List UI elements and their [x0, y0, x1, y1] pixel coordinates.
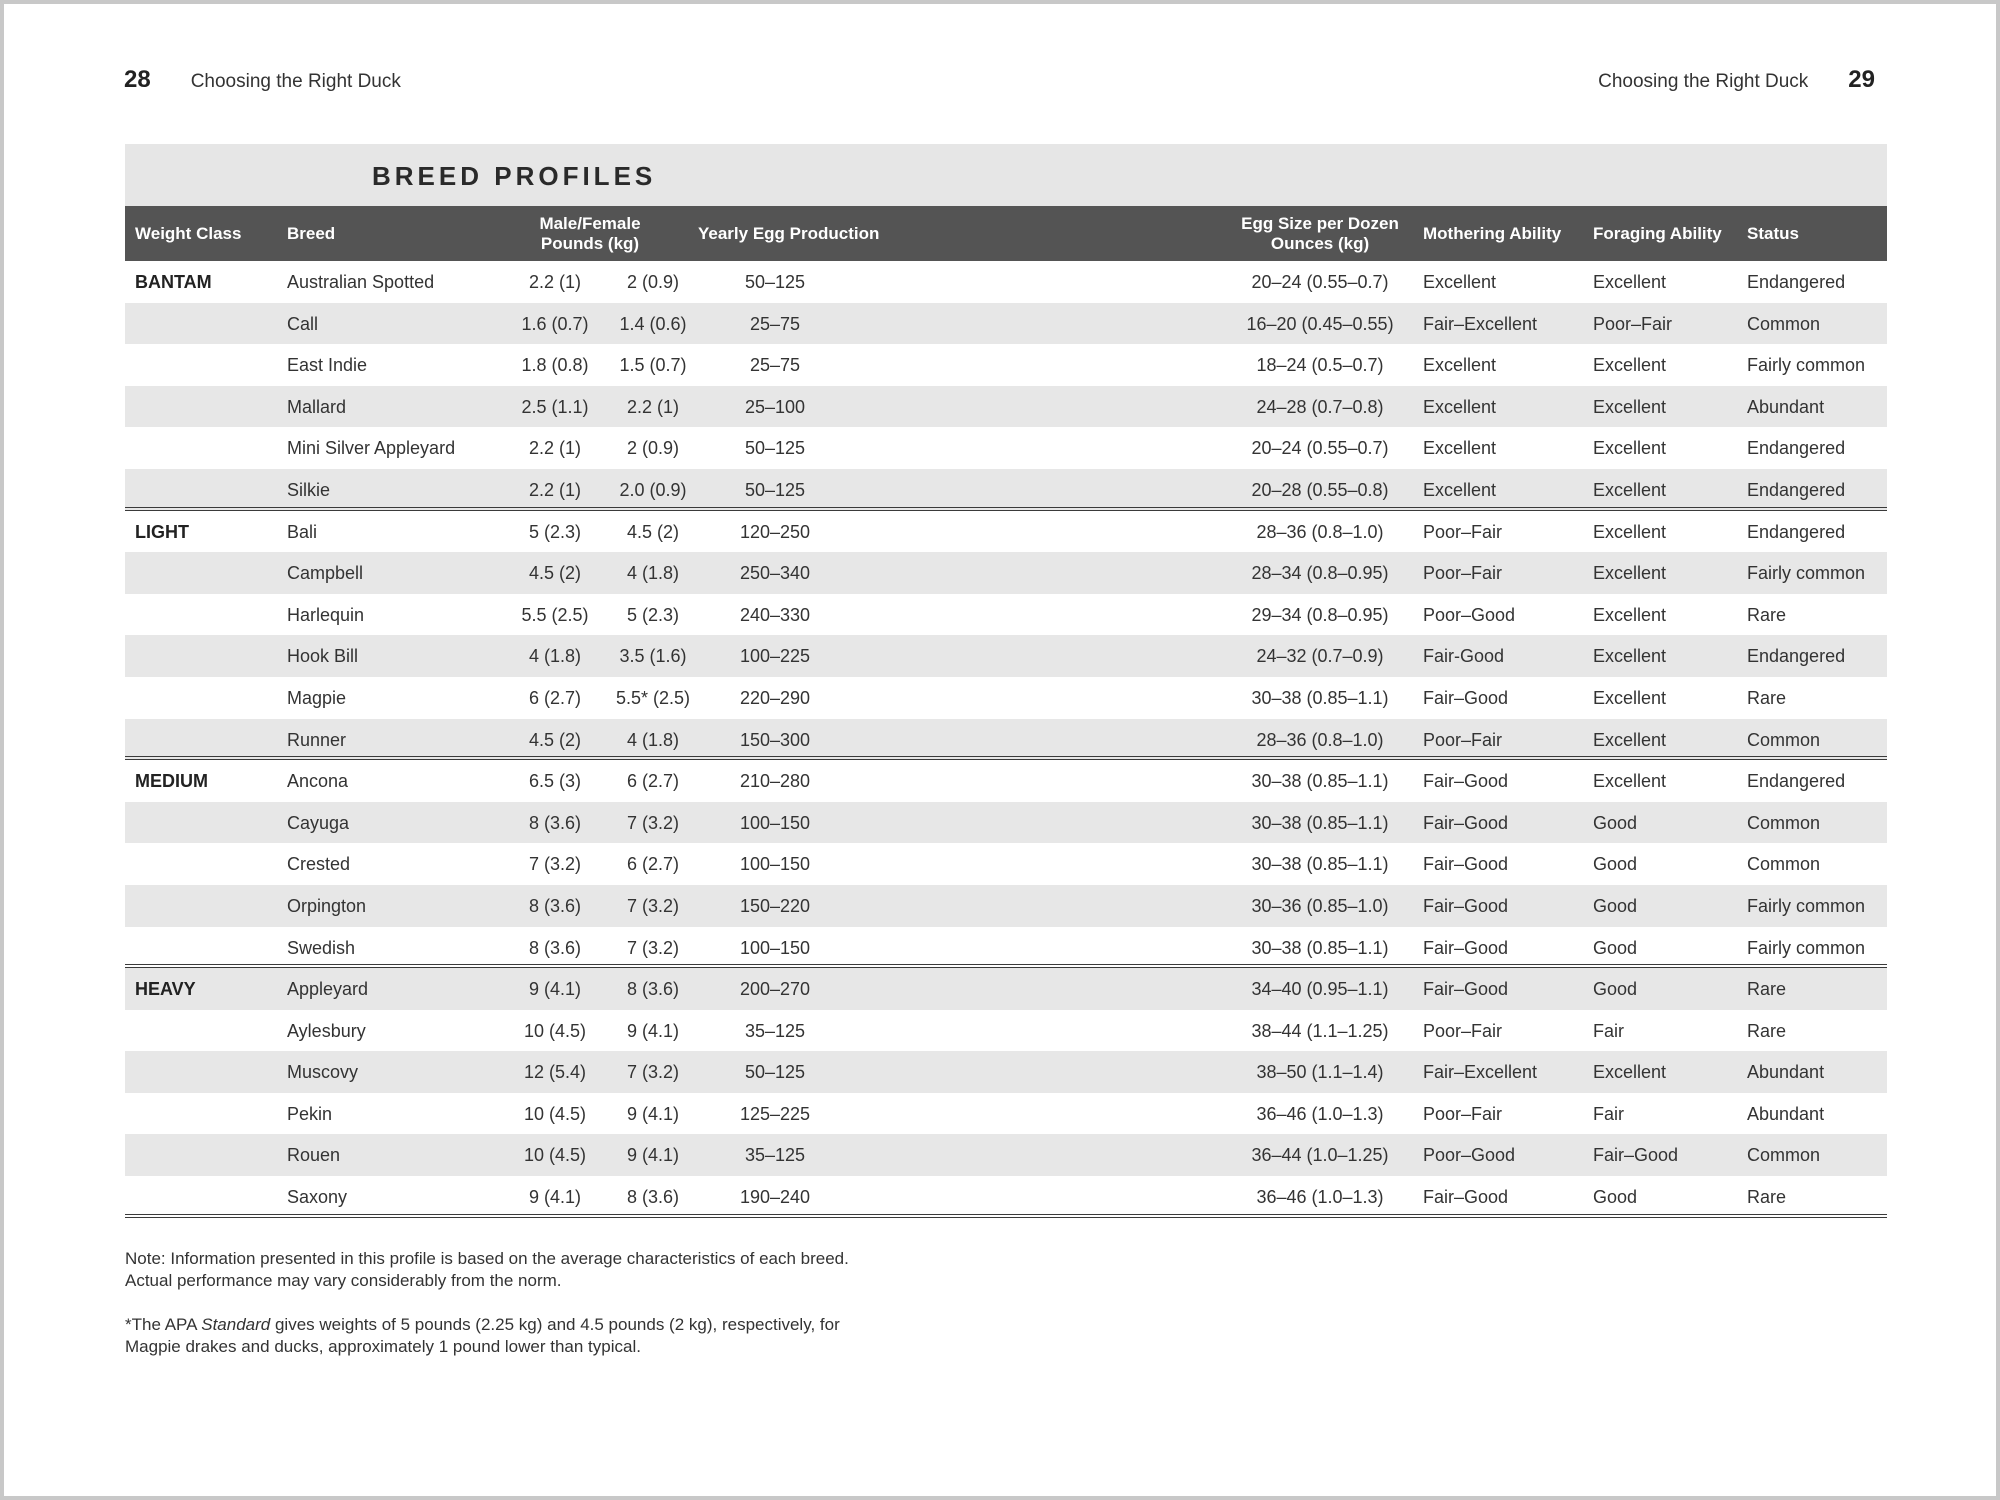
cell-breed: East Indie — [287, 355, 368, 376]
cell-egg-size: 30–38 (0.85–1.1) — [1251, 771, 1389, 792]
cell-mothering: Fair–Excellent — [1423, 1062, 1538, 1083]
cell-male-weight: 4.5 (2) — [528, 563, 582, 584]
table-row — [125, 303, 1887, 345]
cell-yearly-eggs: 210–280 — [739, 771, 811, 792]
cell-foraging: Excellent — [1593, 438, 1667, 459]
cell-breed: Appleyard — [287, 979, 369, 1000]
cell-egg-size: 28–36 (0.8–1.0) — [1256, 729, 1384, 750]
cell-egg-size: 20–24 (0.55–0.7) — [1251, 438, 1389, 459]
header-weight-class: Weight Class — [135, 223, 242, 243]
table-row — [125, 594, 1887, 636]
cell-foraging: Excellent — [1593, 355, 1667, 376]
cell-egg-size: 30–38 (0.85–1.1) — [1251, 687, 1389, 708]
note2-suffix: gives weights of 5 pounds (2.25 kg) and 4.5 pounds (2 kg), respectively, for Magpie drakes and ducks, approximately 1 pound lower than typical. — [125, 1315, 840, 1356]
cell-egg-size: 34–40 (0.95–1.1) — [1251, 979, 1389, 1000]
cell-female-weight: 4.5 (2) — [626, 521, 680, 542]
table-row — [125, 885, 1887, 927]
cell-breed: Hook Bill — [287, 646, 359, 667]
cell-weight-class — [135, 594, 275, 636]
cell-mothering: Poor–Good — [1423, 604, 1516, 625]
cell-foraging: Good — [1593, 812, 1638, 833]
cell-yearly-eggs: 200–270 — [739, 979, 811, 1000]
cell-mothering: Poor–Good — [1423, 1145, 1516, 1166]
cell-yearly-eggs: 190–240 — [739, 1187, 811, 1208]
cell-status: Fairly common — [1747, 937, 1866, 958]
cell-female-weight: 6 (2.7) — [626, 854, 680, 875]
cell-weight-class — [135, 677, 275, 719]
cell-mothering: Fair-Good — [1423, 646, 1505, 667]
cell-female-weight: 7 (3.2) — [626, 895, 680, 916]
cell-yearly-eggs: 35–125 — [744, 1020, 806, 1041]
cell-female-weight: 1.4 (0.6) — [619, 313, 687, 334]
table-title: BREED PROFILES — [125, 144, 1887, 206]
cell-foraging: Excellent — [1593, 729, 1667, 750]
cell-status: Abundant — [1747, 396, 1825, 417]
cell-male-weight: 4 (1.8) — [528, 646, 582, 667]
left-running-head — [124, 66, 401, 94]
cell-male-weight: 10 (4.5) — [523, 1020, 587, 1041]
cell-egg-size: 28–36 (0.8–1.0) — [1256, 521, 1384, 542]
header-yearly-egg-production: Yearly Egg Production — [698, 223, 880, 243]
cell-weight-class: LIGHT — [135, 521, 189, 542]
cell-female-weight: 6 (2.7) — [626, 771, 680, 792]
cell-male-weight: 9 (4.1) — [528, 1187, 582, 1208]
cell-foraging: Excellent — [1593, 479, 1667, 500]
cell-female-weight: 7 (3.2) — [626, 937, 680, 958]
cell-breed: Pekin — [287, 1103, 333, 1124]
cell-female-weight: 9 (4.1) — [626, 1020, 680, 1041]
cell-mothering: Poor–Fair — [1423, 1103, 1503, 1124]
table-row — [125, 968, 1887, 1010]
cell-male-weight: 10 (4.5) — [523, 1103, 587, 1124]
header-egg-size-line2: Ounces (kg) — [1270, 233, 1370, 253]
table-row — [125, 635, 1887, 677]
cell-weight-class — [135, 719, 275, 761]
cell-foraging: Fair — [1593, 1020, 1624, 1041]
cell-male-weight: 5.5 (2.5) — [521, 604, 589, 625]
cell-mothering: Excellent — [1423, 479, 1497, 500]
cell-status: Endangered — [1747, 646, 1846, 667]
cell-female-weight: 2.2 (1) — [626, 396, 680, 417]
cell-breed: Magpie — [287, 687, 347, 708]
cell-mothering: Poor–Fair — [1423, 521, 1503, 542]
cell-status: Abundant — [1747, 1103, 1825, 1124]
table-row — [125, 427, 1887, 469]
cell-status: Endangered — [1747, 479, 1846, 500]
table-body — [125, 261, 1887, 1218]
table-row — [125, 386, 1887, 428]
left-page-number: 28 — [124, 66, 151, 93]
cell-mothering: Excellent — [1423, 355, 1497, 376]
cell-status: Abundant — [1747, 1062, 1825, 1083]
cell-egg-size: 18–24 (0.5–0.7) — [1256, 355, 1384, 376]
cell-mothering: Excellent — [1423, 272, 1497, 292]
cell-male-weight: 8 (3.6) — [528, 895, 582, 916]
cell-foraging: Excellent — [1593, 521, 1667, 542]
cell-female-weight: 4 (1.8) — [626, 729, 680, 750]
header-male-female-line1: Male/Female — [539, 213, 641, 233]
cell-female-weight: 2 (0.9) — [626, 272, 680, 292]
cell-weight-class: BANTAM — [135, 272, 212, 292]
cell-egg-size: 28–34 (0.8–0.95) — [1251, 563, 1389, 584]
table-notes — [125, 1248, 885, 1380]
cell-status: Endangered — [1747, 272, 1846, 292]
cell-foraging: Excellent — [1593, 646, 1667, 667]
cell-female-weight: 2 (0.9) — [626, 438, 680, 459]
cell-yearly-eggs: 35–125 — [744, 1145, 806, 1166]
table-row — [125, 1176, 1887, 1218]
cell-weight-class — [135, 1051, 275, 1093]
note-averages: Note: Information presented in this profile is based on the average characteristics of each breed. Actual performance may vary considerably from the norm. — [125, 1249, 849, 1290]
cell-male-weight: 5 (2.3) — [528, 521, 582, 542]
cell-status: Rare — [1747, 979, 1787, 1000]
table-row — [125, 1051, 1887, 1093]
cell-yearly-eggs: 100–150 — [739, 937, 811, 958]
cell-foraging: Excellent — [1593, 396, 1667, 417]
header-egg-size-line1: Egg Size per Dozen — [1241, 213, 1399, 233]
cell-status: Common — [1747, 812, 1821, 833]
cell-foraging: Excellent — [1593, 604, 1667, 625]
cell-female-weight: 1.5 (0.7) — [619, 355, 687, 376]
cell-male-weight: 9 (4.1) — [528, 979, 582, 1000]
cell-male-weight: 12 (5.4) — [523, 1062, 587, 1083]
table-row — [125, 344, 1887, 386]
cell-egg-size: 36–44 (1.0–1.25) — [1251, 1145, 1389, 1166]
cell-male-weight: 1.6 (0.7) — [521, 313, 589, 334]
cell-mothering: Fair–Good — [1423, 979, 1509, 1000]
cell-yearly-eggs: 240–330 — [739, 604, 811, 625]
header-breed: Breed — [287, 223, 336, 243]
header-egg-size — [1235, 206, 1405, 261]
cell-female-weight: 9 (4.1) — [626, 1145, 680, 1166]
cell-yearly-eggs: 150–220 — [739, 895, 811, 916]
cell-yearly-eggs: 50–125 — [744, 1062, 806, 1083]
cell-breed: Mini Silver Appleyard — [287, 438, 456, 459]
cell-foraging: Excellent — [1593, 272, 1667, 292]
cell-female-weight: 5 (2.3) — [626, 604, 680, 625]
cell-breed: Orpington — [287, 895, 367, 916]
right-page-number: 29 — [1848, 66, 1875, 93]
cell-breed: Rouen — [287, 1145, 341, 1166]
book-spread — [4, 4, 1996, 1496]
cell-foraging: Excellent — [1593, 687, 1667, 708]
cell-breed: Call — [287, 313, 319, 334]
cell-breed: Saxony — [287, 1187, 348, 1208]
cell-yearly-eggs: 25–75 — [749, 313, 801, 334]
cell-foraging: Good — [1593, 979, 1638, 1000]
table-row — [125, 927, 1887, 969]
cell-mothering: Excellent — [1423, 438, 1497, 459]
table-row — [125, 843, 1887, 885]
cell-male-weight: 2.2 (1) — [528, 438, 582, 459]
cell-yearly-eggs: 100–150 — [739, 854, 811, 875]
cell-yearly-eggs: 120–250 — [739, 521, 811, 542]
header-status: Status — [1747, 223, 1799, 243]
table-row — [125, 1093, 1887, 1135]
table-row — [125, 760, 1887, 802]
table-row — [125, 677, 1887, 719]
cell-foraging: Good — [1593, 937, 1638, 958]
cell-female-weight: 7 (3.2) — [626, 812, 680, 833]
cell-female-weight: 7 (3.2) — [626, 1062, 680, 1083]
cell-yearly-eggs: 100–225 — [739, 646, 811, 667]
cell-status: Common — [1747, 729, 1821, 750]
table-row — [125, 511, 1887, 553]
cell-yearly-eggs: 220–290 — [739, 687, 811, 708]
cell-breed: Silkie — [287, 479, 331, 500]
table-row — [125, 1134, 1887, 1176]
cell-egg-size: 30–38 (0.85–1.1) — [1251, 854, 1389, 875]
right-running-title: Choosing the Right Duck — [1598, 71, 1809, 92]
cell-egg-size: 30–38 (0.85–1.1) — [1251, 812, 1389, 833]
table-row — [125, 1010, 1887, 1052]
cell-egg-size: 30–38 (0.85–1.1) — [1251, 937, 1389, 958]
cell-egg-size: 24–28 (0.7–0.8) — [1256, 396, 1384, 417]
cell-breed: Mallard — [287, 396, 347, 417]
cell-yearly-eggs: 100–150 — [739, 812, 811, 833]
table-row — [125, 261, 1887, 303]
cell-status: Common — [1747, 1145, 1821, 1166]
cell-status: Rare — [1747, 604, 1787, 625]
cell-weight-class — [135, 1134, 275, 1176]
table-row — [125, 552, 1887, 594]
cell-status: Common — [1747, 854, 1821, 875]
table-row — [125, 802, 1887, 844]
cell-foraging: Excellent — [1593, 1062, 1667, 1083]
cell-yearly-eggs: 50–125 — [744, 438, 806, 459]
cell-egg-size: 38–50 (1.1–1.4) — [1256, 1062, 1384, 1083]
cell-egg-size: 30–36 (0.85–1.0) — [1251, 895, 1389, 916]
cell-weight-class — [135, 635, 275, 677]
cell-status: Rare — [1747, 1187, 1787, 1208]
note-magpie-footnote — [125, 1314, 885, 1358]
cell-breed: Aylesbury — [287, 1020, 366, 1041]
cell-male-weight: 6 (2.7) — [528, 687, 582, 708]
cell-egg-size: 24–32 (0.7–0.9) — [1256, 646, 1384, 667]
cell-weight-class: MEDIUM — [135, 771, 208, 792]
cell-weight-class — [135, 1093, 275, 1135]
cell-female-weight: 8 (3.6) — [626, 979, 680, 1000]
header-mothering-ability: Mothering Ability — [1423, 223, 1562, 243]
cell-foraging: Fair–Good — [1593, 1145, 1679, 1166]
cell-breed: Runner — [287, 729, 347, 750]
cell-status: Rare — [1747, 1020, 1787, 1041]
header-foraging-ability: Foraging Ability — [1593, 223, 1722, 243]
cell-male-weight: 7 (3.2) — [528, 854, 582, 875]
cell-mothering: Fair–Good — [1423, 812, 1509, 833]
left-running-title: Choosing the Right Duck — [190, 71, 401, 92]
cell-breed: Crested — [287, 854, 351, 875]
cell-weight-class — [135, 386, 275, 428]
cell-female-weight: 4 (1.8) — [626, 563, 680, 584]
cell-yearly-eggs: 25–75 — [749, 355, 801, 376]
cell-weight-class — [135, 927, 275, 969]
cell-mothering: Fair–Excellent — [1423, 313, 1538, 334]
cell-weight-class — [135, 427, 275, 469]
cell-breed: Harlequin — [287, 604, 365, 625]
cell-status: Endangered — [1747, 521, 1846, 542]
cell-mothering: Poor–Fair — [1423, 729, 1503, 750]
cell-status: Endangered — [1747, 438, 1846, 459]
table-header-row — [125, 206, 1887, 261]
cell-male-weight: 4.5 (2) — [528, 729, 582, 750]
cell-yearly-eggs: 150–300 — [739, 729, 811, 750]
cell-weight-class: HEAVY — [135, 979, 196, 1000]
note2-italic: Standard — [201, 1315, 271, 1334]
table-row — [125, 469, 1887, 511]
cell-weight-class — [135, 344, 275, 386]
cell-weight-class — [135, 885, 275, 927]
cell-breed: Australian Spotted — [287, 272, 435, 292]
cell-male-weight: 8 (3.6) — [528, 937, 582, 958]
cell-egg-size: 38–44 (1.1–1.25) — [1251, 1020, 1389, 1041]
cell-weight-class — [135, 303, 275, 345]
cell-yearly-eggs: 50–125 — [744, 479, 806, 500]
header-male-female — [505, 206, 675, 261]
cell-mothering: Fair–Good — [1423, 937, 1509, 958]
right-running-head — [1598, 66, 1875, 94]
table-row — [125, 719, 1887, 761]
cell-egg-size: 36–46 (1.0–1.3) — [1256, 1103, 1384, 1124]
cell-male-weight: 6.5 (3) — [528, 771, 582, 792]
cell-mothering: Fair–Good — [1423, 1187, 1509, 1208]
cell-status: Common — [1747, 313, 1821, 334]
cell-foraging: Good — [1593, 854, 1638, 875]
note2-prefix: *The APA — [125, 1315, 202, 1334]
cell-mothering: Poor–Fair — [1423, 1020, 1503, 1041]
cell-male-weight: 8 (3.6) — [528, 812, 582, 833]
cell-mothering: Fair–Good — [1423, 854, 1509, 875]
cell-foraging: Good — [1593, 895, 1638, 916]
cell-status: Fairly common — [1747, 355, 1866, 376]
cell-status: Endangered — [1747, 771, 1846, 792]
cell-female-weight: 3.5 (1.6) — [619, 646, 687, 667]
cell-foraging: Good — [1593, 1187, 1638, 1208]
cell-mothering: Poor–Fair — [1423, 563, 1503, 584]
cell-female-weight: 5.5* (2.5) — [615, 687, 691, 708]
cell-female-weight: 2.0 (0.9) — [619, 479, 687, 500]
cell-egg-size: 20–28 (0.55–0.8) — [1251, 479, 1389, 500]
cell-status: Rare — [1747, 687, 1787, 708]
cell-weight-class — [135, 802, 275, 844]
cell-breed: Campbell — [287, 563, 364, 584]
cell-yearly-eggs: 250–340 — [739, 563, 811, 584]
cell-mothering: Fair–Good — [1423, 895, 1509, 916]
cell-yearly-eggs: 25–100 — [744, 396, 806, 417]
cell-breed: Swedish — [287, 937, 356, 958]
cell-egg-size: 36–46 (1.0–1.3) — [1256, 1187, 1384, 1208]
cell-breed: Ancona — [287, 771, 349, 792]
cell-weight-class — [135, 843, 275, 885]
cell-female-weight: 9 (4.1) — [626, 1103, 680, 1124]
cell-status: Fairly common — [1747, 563, 1866, 584]
cell-mothering: Fair–Good — [1423, 771, 1509, 792]
cell-egg-size: 20–24 (0.55–0.7) — [1251, 272, 1389, 292]
cell-male-weight: 1.8 (0.8) — [521, 355, 589, 376]
cell-status: Fairly common — [1747, 895, 1866, 916]
cell-foraging: Excellent — [1593, 771, 1667, 792]
cell-foraging: Fair — [1593, 1103, 1624, 1124]
cell-egg-size: 29–34 (0.8–0.95) — [1251, 604, 1389, 625]
cell-foraging: Poor–Fair — [1593, 313, 1673, 334]
cell-weight-class — [135, 1010, 275, 1052]
cell-yearly-eggs: 50–125 — [744, 272, 806, 292]
header-male-female-line2: Pounds (kg) — [540, 233, 640, 253]
breed-profiles-table — [125, 144, 1887, 1218]
cell-male-weight: 2.2 (1) — [528, 272, 582, 292]
cell-female-weight: 8 (3.6) — [626, 1187, 680, 1208]
cell-male-weight: 10 (4.5) — [523, 1145, 587, 1166]
cell-weight-class — [135, 552, 275, 594]
cell-mothering: Excellent — [1423, 396, 1497, 417]
cell-mothering: Fair–Good — [1423, 687, 1509, 708]
cell-yearly-eggs: 125–225 — [739, 1103, 811, 1124]
cell-male-weight: 2.2 (1) — [528, 479, 582, 500]
cell-weight-class — [135, 1176, 275, 1218]
cell-breed: Bali — [287, 521, 318, 542]
cell-breed: Cayuga — [287, 812, 350, 833]
cell-breed: Muscovy — [287, 1062, 359, 1083]
cell-egg-size: 16–20 (0.45–0.55) — [1246, 313, 1394, 334]
cell-male-weight: 2.5 (1.1) — [521, 396, 589, 417]
cell-foraging: Excellent — [1593, 563, 1667, 584]
cell-weight-class — [135, 469, 275, 511]
